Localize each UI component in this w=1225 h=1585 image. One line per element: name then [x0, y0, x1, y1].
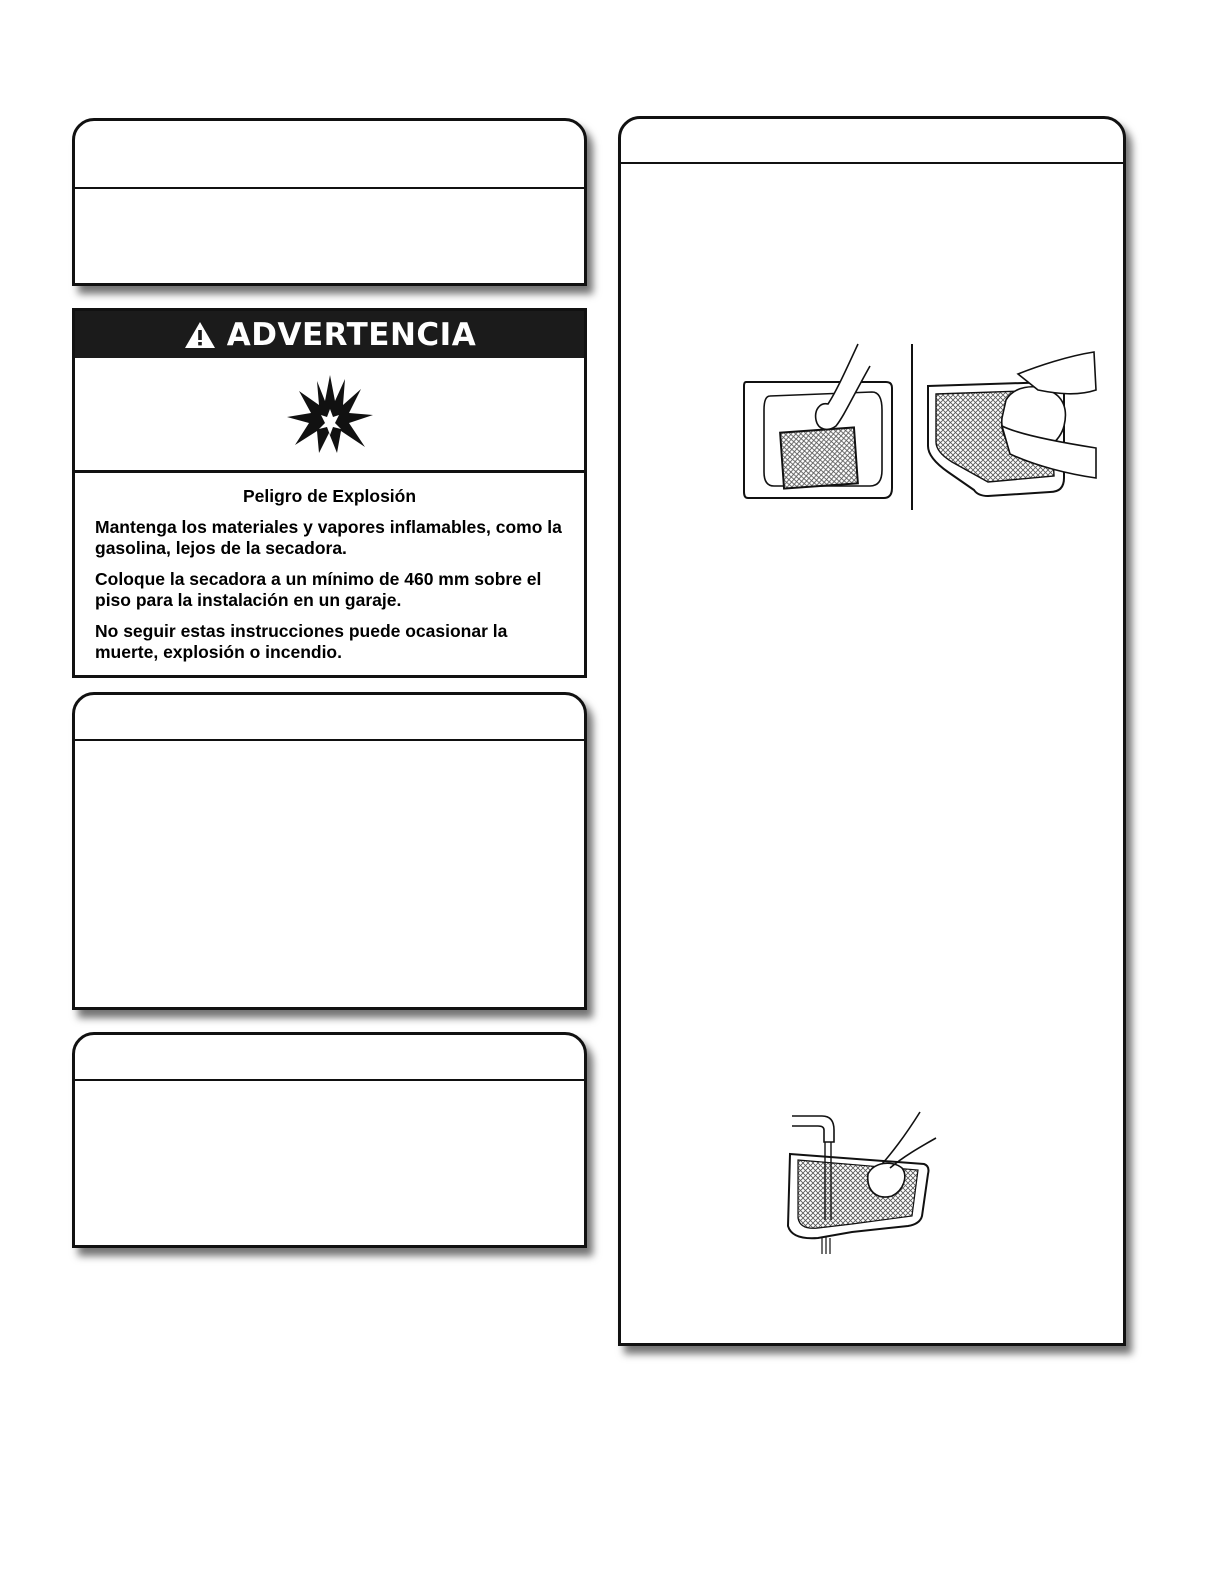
info-box-bottom-left: [72, 1032, 587, 1248]
info-box-header: [621, 119, 1123, 164]
warning-triangle-icon: [183, 320, 217, 350]
warning-text: [95, 486, 564, 673]
warning-panel: [72, 308, 587, 678]
info-box-header: [75, 1035, 584, 1081]
lint-screen-wipe-figure: [918, 350, 1098, 505]
warning-paragraph-1: Mantenga los materiales y vapores inflamables, como la gasolina, lejos de la secadora.: [95, 517, 562, 558]
warning-banner: [75, 311, 584, 358]
warning-paragraph-2: Coloque la secadora a un mínimo de 460 mm sobre el piso para la instalación en un garaje.: [95, 569, 542, 610]
warning-icon-row: [75, 358, 584, 473]
explosion-icon: [285, 373, 375, 455]
info-box-header: [75, 695, 584, 741]
info-box-top-left: [72, 118, 587, 286]
lint-screen-remove-figure: [740, 340, 915, 512]
warning-title: ADVERTENCIA: [226, 316, 477, 353]
warning-paragraph-3: No seguir estas instrucciones puede ocasionar la muerte, explosión o incendio.: [95, 621, 508, 662]
info-box-middle-left: [72, 692, 587, 1010]
lint-screen-wash-figure: [778, 1108, 948, 1268]
warning-heading: Peligro de Explosión: [242, 486, 417, 506]
info-box-header: [75, 121, 584, 189]
